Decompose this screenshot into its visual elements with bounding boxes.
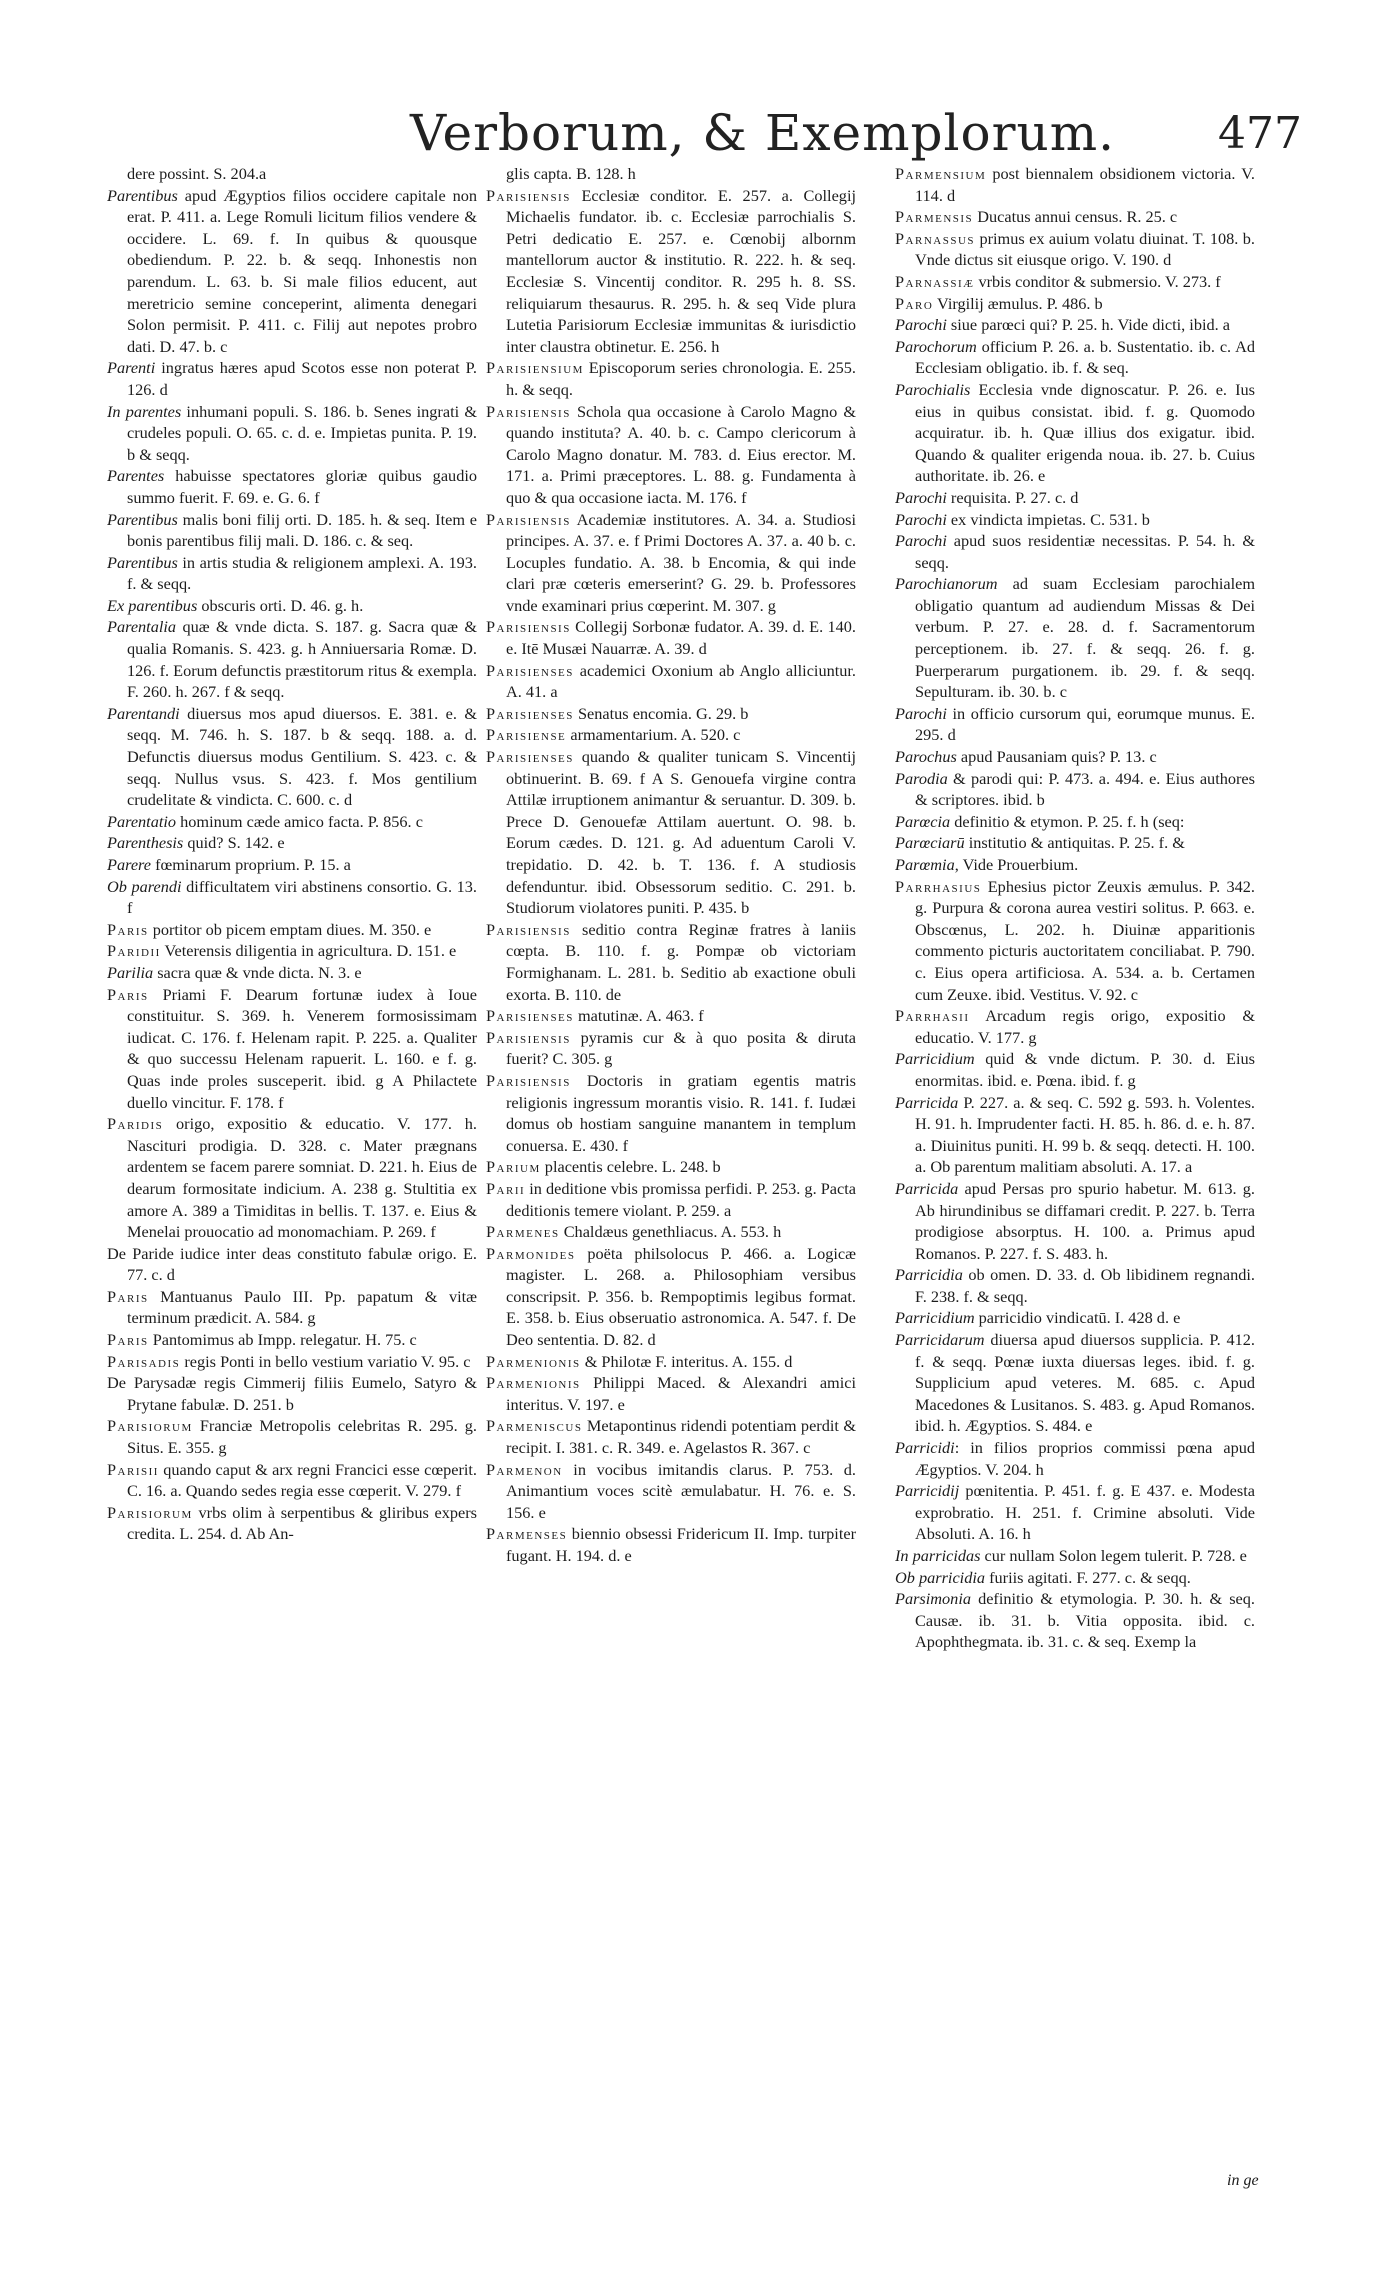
entry-text: parricidio vindicatū. I. 428 d. e	[974, 1308, 1181, 1328]
entry-text: seditio contra Reginæ fratres à laniis cœpta. B. 110. f. g. Pompæ ob victoriam Formighanam. L. 281. b. Seditio ab exactione obuli exorta. B. 110. de	[506, 919, 856, 1004]
headword: Parisiensis	[486, 401, 571, 421]
headword: Parisiensis	[486, 617, 571, 637]
index-entry	[107, 1329, 477, 1351]
index-entry	[107, 1113, 477, 1243]
headword: Parsimonia	[895, 1589, 971, 1609]
headword: Parmensium	[895, 164, 987, 183]
headword: Ob parendi	[107, 876, 182, 896]
index-entry	[107, 1286, 477, 1329]
entry-text: primus ex auium volatu diuinat. T. 108. b. Vnde dictus sit eiusque origo. V. 190. d	[915, 228, 1255, 270]
index-entry	[107, 163, 477, 185]
entry-text: P. 227. a. & seq. C. 592 g. 593. h. Volentes. H. 91. h. Imprudenter facti. H. 85. h. 86. d. e. h. 87. a. Diuinitus puniti. H. 99 b. & seqq. detecti. H. 100. a. Ob parentum malitiam absoluti. A. 17. a	[915, 1092, 1255, 1177]
entry-text: Chaldæus genethliacus. A. 553. h	[559, 1222, 782, 1242]
entry-text: quando & qualiter tunicam S. Vincentij obtinuerint. B. 69. f A S. Genouefa virgine contra Attilæ irruptionem animantur & seruantur. D. 309. b. Prece D. Genouefæ Attilam auertunt. O. 98. b. Eorum cædes. D. 121. g. Ad aduentum Caroli V. trepidatio. D. 42. b. T. 136. f. A studiosis defenduntur. ibid. Obsessorum seditio. C. 291. b. Studiorum violatores puniti. P. 435. b	[506, 747, 856, 918]
headword: Parmeniscus	[486, 1416, 583, 1436]
index-entry	[895, 163, 1255, 206]
entry-text: Doctoris in gratiam egentis matris religionis ingressum morantis visio. R. 141. f. Iudæi domus ob hostiam sanguine manantem in templum conuersa. E. 430. f	[506, 1070, 856, 1155]
page-number: 477	[1218, 108, 1302, 159]
index-entry	[107, 811, 477, 833]
entry-text: Episcoporum series chronologia. E. 255. h. & seqq.	[506, 358, 856, 399]
headword: Parodia	[895, 768, 948, 788]
index-entry	[895, 379, 1255, 487]
headword: Parochi	[895, 487, 947, 507]
headword: Parricida	[895, 1178, 959, 1198]
entry-text: habuisse spectatores gloriæ quibus gaudio summo fuerit. F. 69. e. G. 6. f	[127, 466, 477, 507]
headword: Parmenionis	[486, 1351, 581, 1371]
headword: Parochianorum	[895, 574, 998, 594]
headword: Parochi	[895, 509, 947, 529]
entry-text: in officio cursorum qui, eorumque munus. E. 295. d	[915, 703, 1255, 745]
headword: Parentibus	[107, 552, 178, 572]
headword: Parochi	[895, 703, 947, 723]
entry-text: institutio & antiquitas. P. 25. f. &	[964, 833, 1185, 853]
index-entry	[895, 768, 1255, 811]
entry-text: definitio & etymologia. P. 30. h. & seq. Causæ. ib. 31. b. Vitia opposita. ibid. c. Apophthegmata. ib. 31. c. & seq. Exemp la	[915, 1589, 1255, 1652]
index-entry	[486, 1459, 856, 1524]
entry-text: Ducatus annui census. R. 25. c	[973, 207, 1178, 227]
page-header	[0, 104, 1399, 164]
index-entry	[895, 746, 1255, 768]
entry-text: matutinæ. A. 463. f	[573, 1006, 704, 1026]
headword: Paro	[895, 293, 934, 313]
entry-text: : in filios proprios commissi pœna apud Ægyptios. V. 204. h	[915, 1438, 1255, 1479]
index-entry	[107, 552, 477, 595]
entry-text: dere possint. S. 204.a	[127, 164, 267, 183]
entry-text: Virgilij æmulus. P. 486. b	[933, 293, 1103, 313]
entry-text: Veterensis diligentia in agricultura. D. 151. e	[160, 941, 457, 961]
headword: Parricidia	[895, 1265, 963, 1285]
entry-text: quæ & vnde dicta. S. 187. g. Sacra quæ & qualia Romanis. S. 423. g. h Anniuersaria Romæ. D. 126. f. Eorum defunctis præstitorum ritus & exempla. F. 260. h. 267. f & seqq.	[127, 617, 477, 702]
index-entry	[486, 1415, 856, 1458]
index-entry	[486, 724, 856, 746]
index-entry	[895, 1329, 1255, 1437]
headword: Parisienses	[486, 660, 574, 680]
headword: Paridis	[107, 1114, 164, 1134]
headword: Parochus	[895, 747, 957, 767]
headword: Parisienses	[486, 703, 574, 723]
entry-text: diuersa apud diuersos supplicia. P. 412. f. & seqq. Pœnæ iuxta diuersas leges. ibid. f. g. Supplicium apud veteres. M. 685. c. Apud Macedones & Lusitanos. S. 483. g. Apud Romanos. ibid. h. Ægyptios. S. 484. e	[915, 1330, 1255, 1436]
index-entry	[486, 660, 856, 703]
index-entry	[895, 1588, 1255, 1653]
entry-text: Metapontinus ridendi potentiam perdit & recipit. I. 381. c. R. 349. e. Agelastos R. 367. c	[506, 1416, 856, 1458]
headword: Parere	[107, 855, 152, 874]
headword: Parricidium	[895, 1049, 975, 1069]
index-entry	[895, 1178, 1255, 1264]
entry-text: apud Pausaniam quis? P. 13. c	[956, 747, 1157, 767]
entry-text: post biennalem obsidionem victoria. V. 114. d	[915, 164, 1255, 205]
index-entry	[107, 876, 477, 919]
index-entry	[895, 1048, 1255, 1091]
entry-text: Ephesius pictor Zeuxis æmulus. P. 342. g. Purpura & corona aurea vestiri solitus. P. 663. e. Obscœnus, L. 202. h. Diuinæ apparitionis commento picturis auctoritatem conciliabat. P. 790. c. Eius opera artificiosa. A. 534. a. b. Certamen cum Zeuxe. ibid. Vestitus. V. 92. c	[915, 876, 1255, 1004]
headword: Paris	[107, 1330, 149, 1350]
index-entry	[895, 336, 1255, 379]
index-entry	[486, 616, 856, 659]
entry-text: , Vide Prouerbium.	[954, 855, 1079, 874]
index-entry	[486, 703, 856, 725]
entry-text: & parodi qui: P. 473. a. 494. e. Eius authores & scriptores. ibid. b	[915, 768, 1255, 810]
index-entry	[895, 1005, 1255, 1048]
index-entry	[107, 984, 477, 1114]
headword: Ex parentibus	[107, 595, 198, 615]
index-entry	[486, 401, 856, 509]
index-entry	[107, 1243, 477, 1286]
index-entry	[895, 487, 1255, 509]
index-entry	[895, 1264, 1255, 1307]
entry-text: quando caput & arx regni Francici esse cœperit. C. 16. a. Quando sedes regia esse cœperit. V. 279. f	[127, 1459, 477, 1501]
index-entry	[107, 401, 477, 466]
entry-text: apud suos residentiæ necessitas. P. 54. h. & seqq.	[915, 531, 1255, 572]
headword: Parmonides	[486, 1243, 576, 1263]
index-entry	[486, 1156, 856, 1178]
headword: Parricidarum	[895, 1330, 985, 1350]
entry-text: obscuris orti. D. 46. g. h.	[197, 595, 364, 615]
index-entry	[895, 509, 1255, 531]
entry-text: De Parysadæ regis Cimmerij filiis Eumelo, Satyro & Prytane fabulæ. D. 251. b	[107, 1373, 477, 1414]
entry-text: Pantomimus ab Impp. relegatur. H. 75. c	[148, 1330, 417, 1350]
index-entry	[486, 746, 856, 919]
entry-text: officium P. 26. a. b. Sustentatio. ib. c. Ad Ecclesiam obligatio. ib. f. & seq.	[915, 336, 1255, 378]
headword: Parisiensis	[486, 919, 571, 939]
entry-text: De Paride iudice inter deas constituto fabulæ origo. E. 77. c. d	[107, 1243, 477, 1285]
headword: Parilia	[107, 962, 154, 982]
headword: Parochi	[895, 315, 947, 335]
index-entry	[895, 530, 1255, 573]
entry-text: apud Persas pro spurio habetur. M. 613. g. Ab hirundinibus se diffamari credit. P. 227. b. Terra prodigiose absorptus. H. 100. a. Primus apud Romanos. P. 227. f. S. 483. h.	[915, 1178, 1255, 1263]
index-entry	[895, 228, 1255, 271]
index-entry	[107, 703, 477, 811]
column-right	[895, 163, 1255, 2193]
headword: Parentatio	[107, 811, 177, 831]
entry-text: cur nullam Solon legem tulerit. P. 728. e	[980, 1546, 1247, 1565]
headword: Parrhasii	[895, 1006, 970, 1026]
headword: Parnassus	[895, 228, 976, 248]
headword: Parricidium	[895, 1308, 975, 1328]
headword: Parochi	[895, 531, 947, 551]
entry-text: definitio & etymon. P. 25. f. h (seq:	[950, 811, 1185, 831]
entry-text: ob omen. D. 33. d. Ob libidinem regnandi. F. 238. f. & seqq.	[915, 1265, 1255, 1306]
headword: Parisienses	[486, 747, 574, 767]
entry-text: apud Ægyptios filios occidere capitale non erat. P. 411. a. Lege Romuli licitum filios vendere & occidere. L. 69. f. In quibus & quousque obediendum. P. 22. b. & seqq. Inhonestis non parendum. L. 63. b. Si male filios educent, aut meretricio semine conceperint, alimenta denegari Solon permisit. P. 411. c. Filij aut nepotes probro dati. D. 47. b. c	[127, 185, 477, 356]
index-entry	[107, 357, 477, 400]
headword: Parentes	[107, 466, 165, 486]
entry-text: difficultatem viri abstinens consortio. G. 13. f	[127, 876, 477, 918]
index-entry	[107, 854, 477, 876]
headword: Parochorum	[895, 336, 977, 356]
entry-text: pœnitentia. P. 451. f. g. E 437. e. Modesta exprobratio. H. 251. f. Crimine absoluti. Vide Absoluti. A. 16. h	[915, 1481, 1255, 1544]
entry-text: sacra quæ & vnde dicta. N. 3. e	[153, 962, 362, 982]
index-entry	[895, 1480, 1255, 1545]
headword: In parricidas	[895, 1546, 981, 1565]
headword: Parii	[486, 1178, 526, 1198]
entry-text: ingratus hæres apud Scotos esse non poterat P. 126. d	[127, 358, 477, 399]
entry-text: Arcadum regis origo, expositio & educatio. V. 177. g	[915, 1006, 1255, 1047]
entry-text: Academiæ institutores. A. 34. a. Studiosi principes. A. 37. e. f Primi Doctores A. 37. a. 40 b. c. Locuples fundatio. A. 38. b Encomia, & qui inde clari præ cœteris emerserint? G. 29. b. Professores vnde examinari prius cœperint. M. 307. g	[506, 509, 856, 615]
headword: Ob parricidia	[895, 1567, 986, 1587]
headword: Parium	[486, 1157, 541, 1177]
entry-text: Priami F. Dearum fortunæ iudex à Ioue constituitur. S. 369. h. Venerem formosissimam iudicat. C. 176. f. Helenam rapit. P. 225. a. Qualiter & quo successu Helenam rapuerit. L. 160. e f. g. Quas inde proles susceperit. ibid. g A Philactete duello vincitur. F. 178. f	[127, 984, 477, 1112]
entry-text: hominum cæde amico facta. P. 856. c	[176, 811, 423, 831]
index-entry	[895, 1092, 1255, 1178]
headword: Parrhasius	[895, 876, 982, 896]
index-entry	[486, 1070, 856, 1156]
index-entry	[895, 703, 1255, 746]
headword: Parricida	[895, 1092, 959, 1112]
headword: Paris	[107, 1286, 149, 1306]
index-entry	[107, 1372, 477, 1415]
entry-text: pyramis cur & à quo posita & diruta fuerit? C. 305. g	[506, 1027, 856, 1069]
index-entry	[486, 1243, 856, 1351]
headword: Parentalia	[107, 617, 177, 637]
headword: Parenti	[107, 358, 156, 378]
headword: Parochialis	[895, 379, 971, 399]
entry-text: vrbs olim à serpentibus & gliribus expers credita. L. 254. d. Ab An-	[127, 1502, 477, 1544]
entry-text: poëta philsolocus P. 466. a. Logicæ magister. L. 268. a. Philosophiam versibus conscripsit. P. 356. b. Rempoptimis legibus format. E. 358. b. Eius obseruatio astronomica. A. 547. f. De Deo sententia. D. 82. d	[506, 1243, 856, 1350]
entry-text: Collegij Sorbonæ fudator. A. 39. d. E. 140. e. Itē Musæi Nauarræ. A. 39. d	[506, 617, 856, 659]
entry-text: requisita. P. 27. c. d	[946, 487, 1079, 507]
headword: Parisii	[107, 1459, 159, 1479]
index-entry	[895, 1307, 1255, 1329]
index-entry	[486, 1178, 856, 1221]
headword: Parisiensis	[486, 1027, 571, 1047]
index-entry	[486, 1027, 856, 1070]
index-entry	[107, 185, 477, 358]
index-entry	[107, 509, 477, 552]
headword: Parisiensium	[486, 358, 584, 378]
index-entry	[107, 962, 477, 984]
entry-text: in artis studia & religionem amplexi. A. 193. f. & seqq.	[127, 552, 477, 594]
entry-text: in deditione vbis promissa perfidi. P. 253. g. Pacta deditionis temere violant. P. 259. a	[506, 1178, 856, 1220]
column-middle	[486, 163, 856, 2193]
index-entry	[895, 876, 1255, 1006]
entry-text: ad suam Ecclesiam parochialem obligatio quantum ad audiendum Missas & Dei verbum. P. 27. e. 28. d. f. Sacramentorum perceptionem. ib. 27. f. & seqq. 26. f. g. Puerperarum purgationem. ib. 29. f. & seqq. Sepulturam. ib. 30. b. c	[915, 574, 1255, 702]
headword: Parœcia	[895, 811, 951, 831]
index-entry	[486, 919, 856, 1005]
headword: Parisiensis	[486, 185, 571, 205]
entry-text: Ecclesiæ conditor. E. 257. a. Collegij Michaelis fundator. ib. c. Ecclesiæ parrochialis S. Petri dedicatio E. 257. e. Cœnobij albornm mantellorum auctor & institutio. R. 222. h. & seq. Ecclesiæ S. Vincentij conditor. R. 295 h. 8. SS. reliquiarum thesaurus. R. 295. h. & seq Vide plura Lutetia Parisiorum Ecclesiæ immunitas & iurisdictio inter claustra obtinetur. E. 256. h	[506, 185, 856, 356]
headword: Parentandi	[107, 703, 180, 723]
entry-text: Schola qua occasione à Carolo Magno & quando instituta? A. 40. b. c. Campo clericorum à Carolo Magno donatur. M. 783. d. Eius erector. M. 171. a. Primi præceptores. L. 88. g. Fundamenta à quo & qua occasione iacta. M. 176. f	[506, 401, 856, 507]
index-entry	[107, 919, 477, 941]
headword: Parmenses	[486, 1524, 568, 1544]
index-entry	[486, 357, 856, 400]
index-entry	[895, 293, 1255, 315]
index-entry	[895, 314, 1255, 336]
entry-text: & Philotæ F. interitus. A. 155. d	[580, 1351, 793, 1371]
entry-text: inhumani populi. S. 186. b. Senes ingrati & crudeles populi. O. 65. c. d. e. Impietas punita. P. 19. b & seqq.	[127, 401, 477, 464]
index-entry	[895, 1437, 1255, 1480]
index-entry	[107, 1351, 477, 1373]
index-entry	[107, 1415, 477, 1458]
index-entry	[895, 832, 1255, 854]
index-entry	[895, 573, 1255, 703]
entry-text: quid & vnde dictum. P. 30. d. Eius enormitas. ibid. e. Pœna. ibid. f. g	[915, 1049, 1255, 1090]
entry-text: glis capta. B. 128. h	[506, 164, 636, 183]
index-entry	[486, 185, 856, 358]
entry-text: diuersus mos apud diuersos. E. 381. e. & seqq. M. 746. h. S. 187. b & seqq. 188. a. d. Defunctis diuersus modus Gentilium. S. 423. c. & seqq. Nullus vsus. S. 423. f. Mos gentilium crudelitate & vindicta. C. 600. c. d	[127, 703, 477, 810]
entry-text: malis boni filij orti. D. 185. h. & seq. Item e bonis parentibus filij mali. D. 186. c. & seq.	[127, 509, 477, 551]
index-entry	[895, 271, 1255, 293]
entry-text: origo, expositio & educatio. V. 177. h. Nascituri prodigia. D. 328. c. Mater prægnans ardentem se facem parere somniat. D. 221. h. Eius de dearum formositate indicium. A. 238 g. Stultitia ex amore A. 389 a Timiditas in bellis. T. 137. e. Eius & Menelai prouocatio ad monomachiam. P. 269. f	[127, 1114, 477, 1242]
index-entry	[486, 1351, 856, 1373]
entry-text: Philippi Maced. & Alexandri amici interitus. V. 197. e	[506, 1373, 856, 1414]
headword: Parœmia	[895, 855, 955, 874]
headword: Parentibus	[107, 509, 178, 529]
entry-text: quid? S. 142. e	[183, 833, 285, 853]
index-entry	[107, 1502, 477, 1545]
running-title: Verborum, & Exemplorum.	[410, 104, 1116, 162]
entry-text: Franciæ Metropolis celebritas R. 295. g. Situs. E. 355. g	[127, 1416, 477, 1458]
entry-text: siue parœci qui? P. 25. h. Vide dicti, ibid. a	[946, 315, 1231, 335]
headword: Paris	[107, 919, 149, 939]
entry-text: armamentarium. A. 520. c	[566, 725, 741, 745]
entry-text: Senatus encomia. G. 29. b	[573, 703, 749, 723]
index-entry	[895, 1545, 1255, 1567]
headword: Paris	[107, 984, 149, 1004]
entry-text: portitor ob picem emptam diues. M. 350. e	[148, 919, 432, 939]
column-left	[107, 163, 477, 2193]
entry-text: placentis celebre. L. 248. b	[540, 1157, 721, 1177]
headword: Parmenionis	[486, 1373, 581, 1393]
entry-text: Mantuanus Paulo III. Pp. papatum & vitæ terminum prædicit. A. 584. g	[127, 1286, 477, 1328]
entry-text: regis Ponti in bello vestium variatio V. 95. c	[180, 1351, 471, 1371]
headword: Parisiensis	[486, 1070, 571, 1090]
headword: In parentes	[107, 401, 182, 421]
index-entry	[895, 811, 1255, 833]
headword: Parisiorum	[107, 1502, 193, 1522]
headword: Parisiensis	[486, 509, 571, 529]
index-entry	[895, 206, 1255, 228]
entry-text: academici Oxonium ab Anglo alliciuntur. A. 41. a	[506, 660, 856, 702]
headword: Parisienses	[486, 1006, 574, 1026]
catchword: in ge	[1227, 2172, 1259, 2189]
index-entry	[486, 1221, 856, 1243]
entry-text: furiis agitati. F. 277. c. & seqq.	[985, 1567, 1191, 1587]
headword: Parœciarū	[895, 833, 965, 853]
headword: Parmenon	[486, 1459, 563, 1479]
index-entry	[107, 595, 477, 617]
index-entry	[107, 616, 477, 702]
headword: Parmensis	[895, 207, 974, 227]
headword: Parnassiæ	[895, 271, 975, 291]
headword: Parentibus	[107, 185, 178, 205]
index-entry	[107, 1459, 477, 1502]
index-entry	[107, 465, 477, 508]
headword: Parricidij	[895, 1481, 960, 1501]
index-entry	[486, 509, 856, 617]
entry-text: vrbis conditor & submersio. V. 273. f	[974, 271, 1221, 291]
headword: Parisiense	[486, 725, 567, 745]
index-entry	[486, 163, 856, 185]
index-entry	[895, 854, 1255, 876]
entry-text: Ecclesia vnde dignoscatur. P. 26. e. Ius eius in quibus consistat. ibid. f. g. Quomodo acquiratur. ib. h. Quæ illius dos exigatur. ibid. Quando & qualiter erigenda noua. ib. 27. b. Cuius authoritate. ib. 26. e	[915, 379, 1255, 486]
index-entry	[107, 940, 477, 962]
entry-text: in vocibus imitandis clarus. P. 753. d. Animantium voces scitè æmulabatur. H. 76. e. S. 156. e	[506, 1459, 856, 1522]
index-entry	[895, 1567, 1255, 1589]
headword: Paridii	[107, 941, 161, 961]
entry-text: ex vindicta impietas. C. 531. b	[946, 509, 1150, 529]
index-entry	[486, 1005, 856, 1027]
index-entry	[486, 1372, 856, 1415]
entry-text: fœminarum proprium. P. 15. a	[151, 855, 351, 874]
headword: Parenthesis	[107, 833, 184, 853]
headword: Parmenes	[486, 1222, 560, 1242]
index-entry	[486, 1523, 856, 1566]
headword: Parisadis	[107, 1351, 181, 1371]
entry-text: biennio obsessi Fridericum II. Imp. turpiter fugant. H. 194. d. e	[506, 1524, 856, 1565]
index-entry	[107, 832, 477, 854]
headword: Parricidi	[895, 1438, 955, 1458]
headword: Parisiorum	[107, 1416, 193, 1436]
